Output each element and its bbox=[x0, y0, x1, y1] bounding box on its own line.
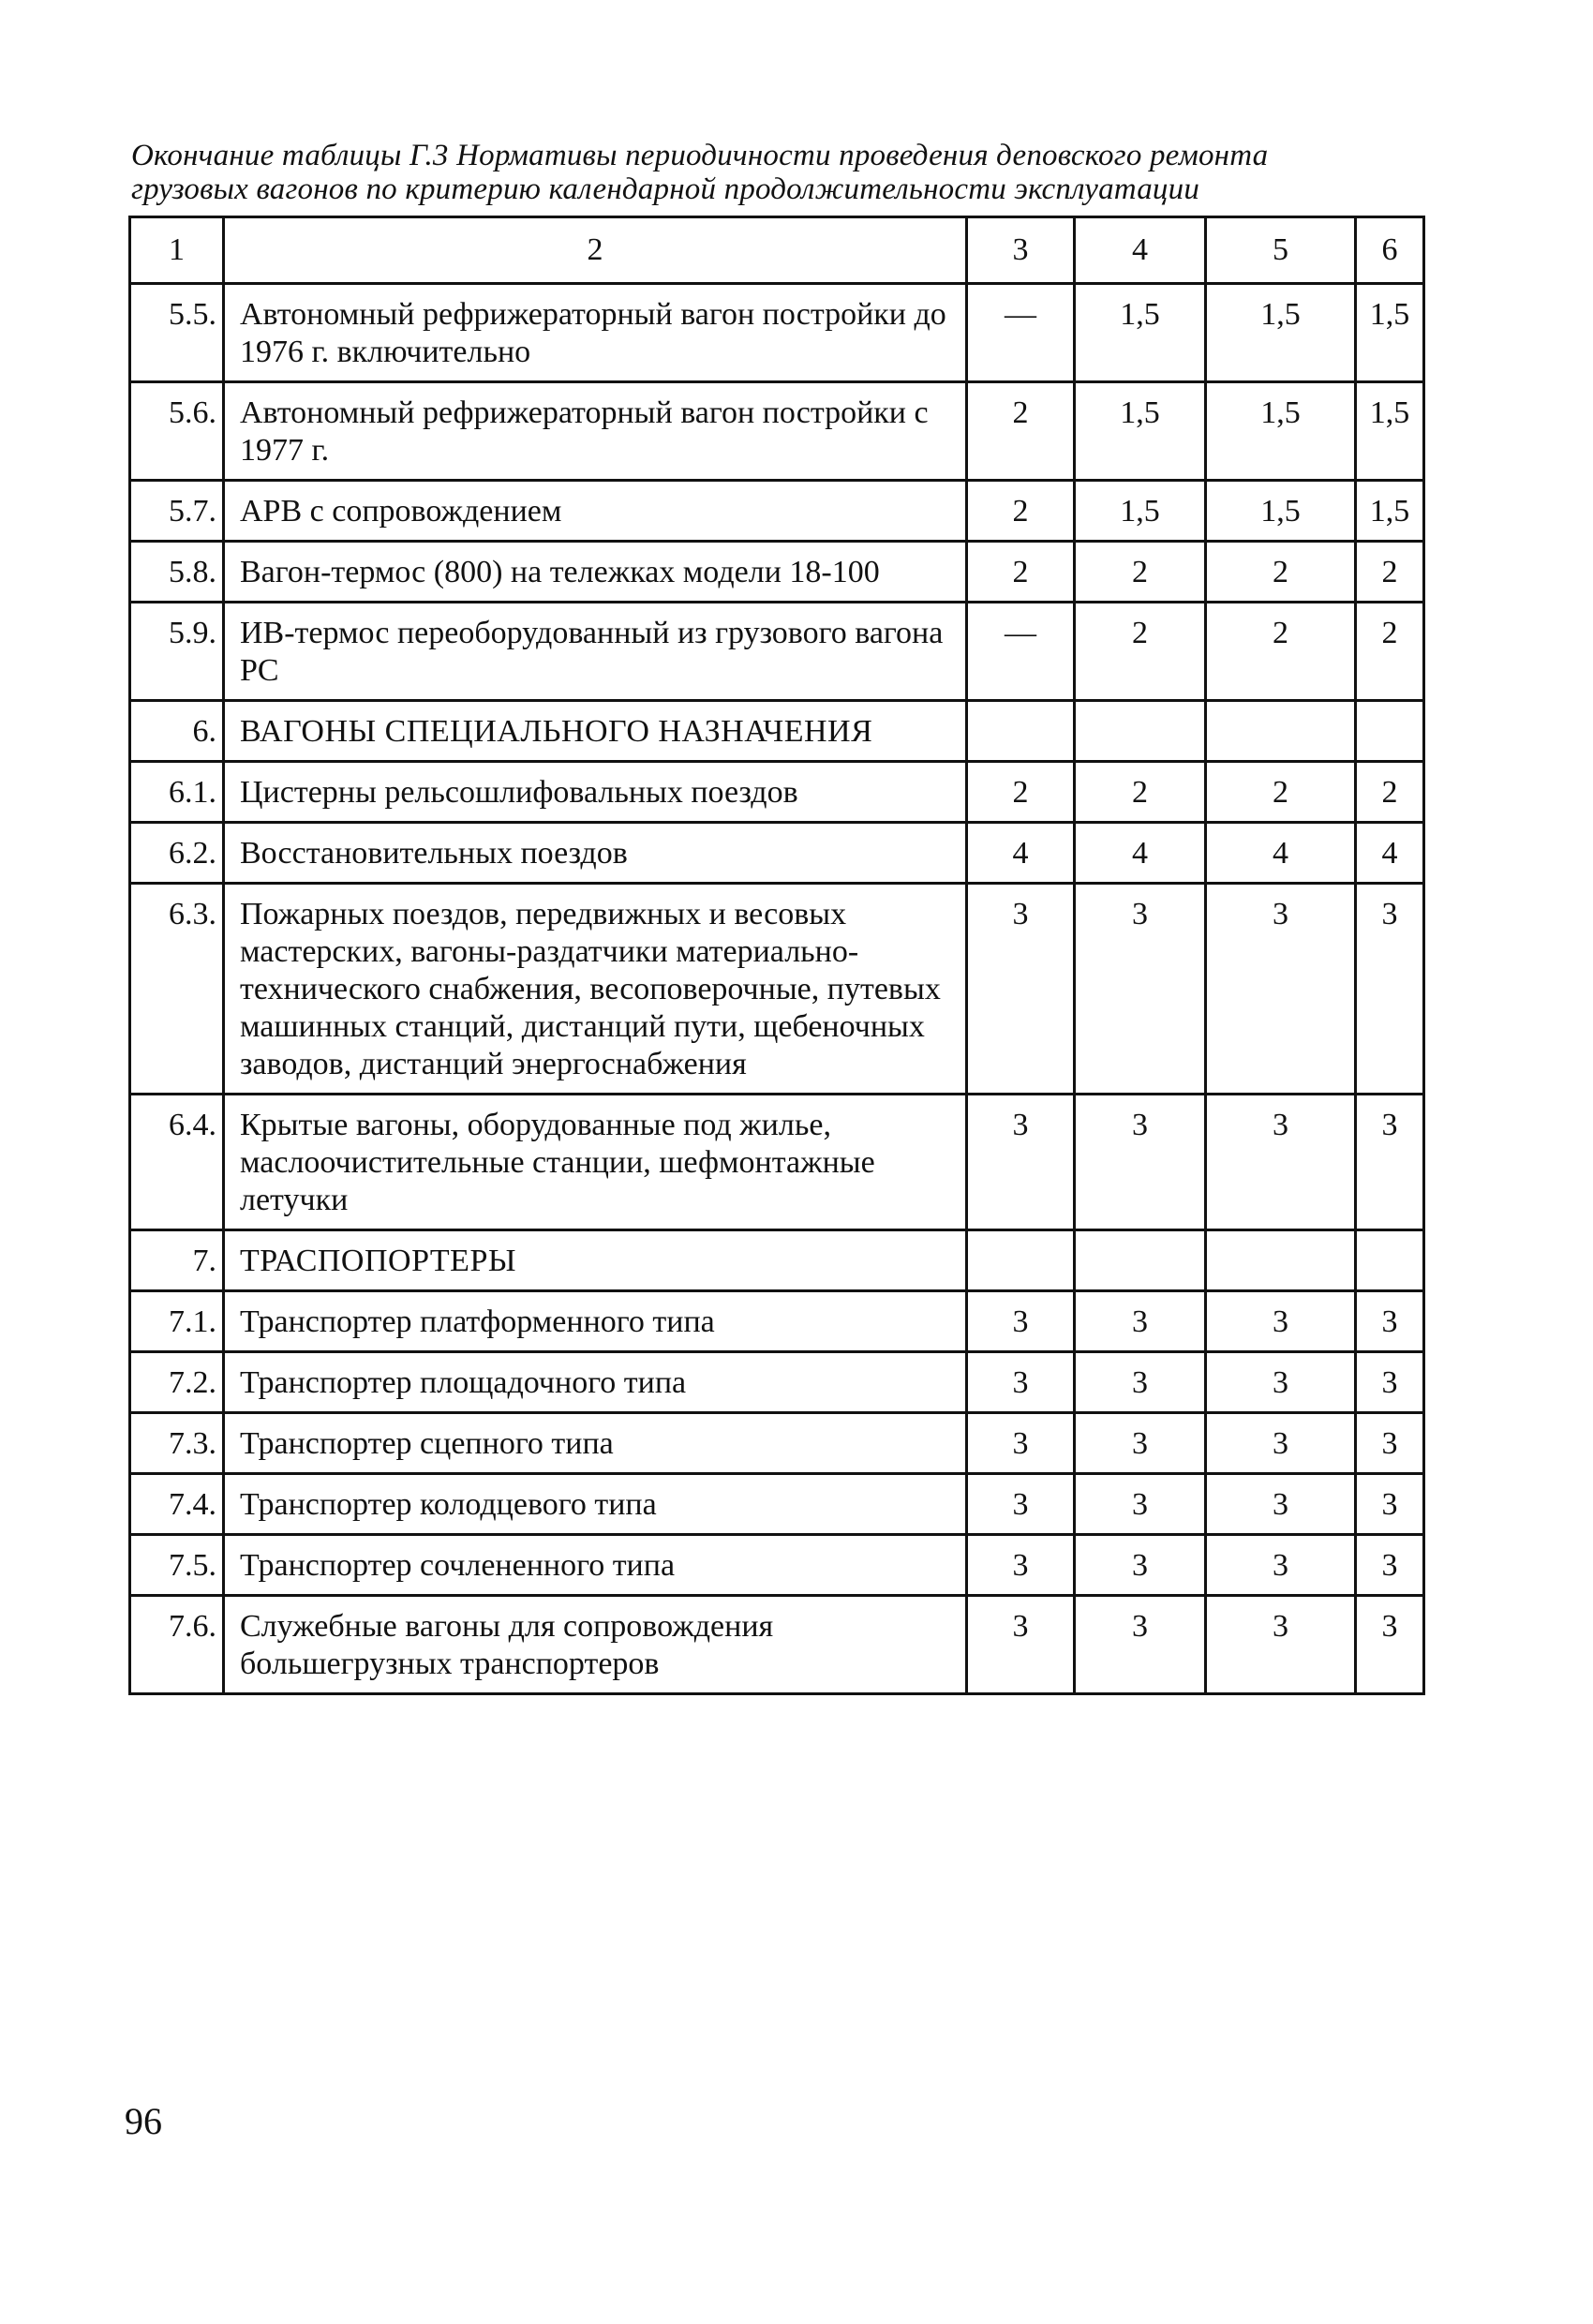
row-value-col4: 3 bbox=[1075, 1535, 1206, 1596]
table-row bbox=[130, 542, 1424, 603]
row-value-col4: 1,5 bbox=[1075, 284, 1206, 382]
row-value-col3: 2 bbox=[967, 481, 1075, 542]
row-value-col6 bbox=[1356, 701, 1424, 762]
row-number: 7.2. bbox=[130, 1352, 224, 1413]
row-value-col4 bbox=[1075, 701, 1206, 762]
row-value-col5: 3 bbox=[1206, 1352, 1356, 1413]
row-value-col3 bbox=[967, 701, 1075, 762]
norms-table bbox=[128, 216, 1425, 1695]
row-value-col4: 1,5 bbox=[1075, 382, 1206, 481]
row-value-col6: 3 bbox=[1356, 1352, 1424, 1413]
row-description: Транспортер колодцевого типа bbox=[224, 1474, 967, 1535]
header-cell-1: 1 bbox=[130, 217, 224, 284]
row-number: 6. bbox=[130, 701, 224, 762]
row-value-col4: 1,5 bbox=[1075, 481, 1206, 542]
table-row bbox=[130, 1535, 1424, 1596]
row-value-col6: 3 bbox=[1356, 1535, 1424, 1596]
row-description: Восстановительных поездов bbox=[224, 823, 967, 884]
row-value-col6: 3 bbox=[1356, 1474, 1424, 1535]
row-value-col3: 3 bbox=[967, 1291, 1075, 1352]
row-value-col6: 3 bbox=[1356, 1291, 1424, 1352]
row-value-col3: 3 bbox=[967, 1596, 1075, 1694]
table-row bbox=[130, 1352, 1424, 1413]
row-value-col6: 1,5 bbox=[1356, 284, 1424, 382]
row-value-col6 bbox=[1356, 1230, 1424, 1291]
caption-line-1: Окончание таблицы Г.3 Нормативы периодичности проведения деповского ремонта bbox=[131, 139, 1269, 172]
caption-line-2: грузовых вагонов по критерию календарной продолжительности эксплуатации bbox=[131, 172, 1200, 206]
row-value-col5: 3 bbox=[1206, 1596, 1356, 1694]
row-value-col5: 4 bbox=[1206, 823, 1356, 884]
section-title: ВАГОНЫ СПЕЦИАЛЬНОГО НАЗНАЧЕНИЯ bbox=[224, 701, 967, 762]
table-caption bbox=[131, 139, 1443, 206]
row-value-col4: 3 bbox=[1075, 1474, 1206, 1535]
row-description: Транспортер площадочного типа bbox=[224, 1352, 967, 1413]
row-value-col3: 3 bbox=[967, 1352, 1075, 1413]
row-number: 6.4. bbox=[130, 1095, 224, 1230]
table-section-row bbox=[130, 1230, 1424, 1291]
table-section-row bbox=[130, 701, 1424, 762]
row-value-col6: 2 bbox=[1356, 542, 1424, 603]
row-description: Транспортер сочлененного типа bbox=[224, 1535, 967, 1596]
row-value-col3: 4 bbox=[967, 823, 1075, 884]
row-value-col5: 3 bbox=[1206, 1474, 1356, 1535]
page-number: 96 bbox=[125, 2100, 162, 2142]
row-description: Крытые вагоны, оборудованные под жилье, маслоочистительные станции, шефмонтажные летучки bbox=[224, 1095, 967, 1230]
row-value-col4: 3 bbox=[1075, 1413, 1206, 1474]
table-row bbox=[130, 823, 1424, 884]
row-value-col5: 3 bbox=[1206, 1291, 1356, 1352]
row-value-col4: 3 bbox=[1075, 1352, 1206, 1413]
row-value-col4 bbox=[1075, 1230, 1206, 1291]
row-number: 5.9. bbox=[130, 603, 224, 701]
table-row bbox=[130, 1596, 1424, 1694]
row-value-col5: 3 bbox=[1206, 884, 1356, 1095]
row-value-col4: 3 bbox=[1075, 1596, 1206, 1694]
row-value-col5: 1,5 bbox=[1206, 481, 1356, 542]
row-description: Вагон-термос (800) на тележках модели 18-100 bbox=[224, 542, 967, 603]
table-row bbox=[130, 762, 1424, 823]
row-value-col6: 4 bbox=[1356, 823, 1424, 884]
row-value-col3: 3 bbox=[967, 1474, 1075, 1535]
row-value-col5: 1,5 bbox=[1206, 382, 1356, 481]
row-value-col3: — bbox=[967, 603, 1075, 701]
row-value-col5: 3 bbox=[1206, 1095, 1356, 1230]
row-number: 6.1. bbox=[130, 762, 224, 823]
row-number: 7.4. bbox=[130, 1474, 224, 1535]
table-row bbox=[130, 481, 1424, 542]
row-number: 7.1. bbox=[130, 1291, 224, 1352]
row-value-col4: 3 bbox=[1075, 884, 1206, 1095]
row-value-col5 bbox=[1206, 701, 1356, 762]
row-value-col6: 2 bbox=[1356, 762, 1424, 823]
row-description: Цистерны рельсошлифовальных поездов bbox=[224, 762, 967, 823]
row-value-col4: 3 bbox=[1075, 1095, 1206, 1230]
row-number: 5.6. bbox=[130, 382, 224, 481]
row-value-col5 bbox=[1206, 1230, 1356, 1291]
table-row bbox=[130, 1095, 1424, 1230]
header-cell-3: 3 bbox=[967, 217, 1075, 284]
row-value-col4: 4 bbox=[1075, 823, 1206, 884]
row-number: 7.6. bbox=[130, 1596, 224, 1694]
row-number: 7.5. bbox=[130, 1535, 224, 1596]
row-number: 7.3. bbox=[130, 1413, 224, 1474]
row-value-col5: 3 bbox=[1206, 1535, 1356, 1596]
row-number: 6.3. bbox=[130, 884, 224, 1095]
row-value-col6: 2 bbox=[1356, 603, 1424, 701]
row-number: 7. bbox=[130, 1230, 224, 1291]
table-row bbox=[130, 1474, 1424, 1535]
header-cell-2: 2 bbox=[224, 217, 967, 284]
row-value-col4: 2 bbox=[1075, 762, 1206, 823]
row-value-col5: 1,5 bbox=[1206, 284, 1356, 382]
header-cell-6: 6 bbox=[1356, 217, 1424, 284]
row-description: ИВ-термос переоборудованный из грузового вагона PC bbox=[224, 603, 967, 701]
row-description: Служебные вагоны для сопровождения большегрузных транспортеров bbox=[224, 1596, 967, 1694]
row-description: Транспортер сцепного типа bbox=[224, 1413, 967, 1474]
row-number: 5.8. bbox=[130, 542, 224, 603]
table-row bbox=[130, 1413, 1424, 1474]
row-value-col3: 3 bbox=[967, 1095, 1075, 1230]
row-value-col3: 3 bbox=[967, 1535, 1075, 1596]
row-value-col3: 2 bbox=[967, 762, 1075, 823]
row-value-col3: 3 bbox=[967, 884, 1075, 1095]
table-row bbox=[130, 603, 1424, 701]
row-value-col6: 1,5 bbox=[1356, 382, 1424, 481]
row-value-col3: — bbox=[967, 284, 1075, 382]
header-cell-4: 4 bbox=[1075, 217, 1206, 284]
row-value-col5: 2 bbox=[1206, 542, 1356, 603]
row-description: Транспортер платформенного типа bbox=[224, 1291, 967, 1352]
row-value-col6: 3 bbox=[1356, 1596, 1424, 1694]
row-number: 6.2. bbox=[130, 823, 224, 884]
section-title: ТРАСПОПОРТЕРЫ bbox=[224, 1230, 967, 1291]
row-value-col3: 2 bbox=[967, 382, 1075, 481]
row-number: 5.5. bbox=[130, 284, 224, 382]
table-row bbox=[130, 382, 1424, 481]
row-value-col5: 2 bbox=[1206, 603, 1356, 701]
row-number: 5.7. bbox=[130, 481, 224, 542]
row-value-col5: 2 bbox=[1206, 762, 1356, 823]
header-cell-5: 5 bbox=[1206, 217, 1356, 284]
table-row bbox=[130, 284, 1424, 382]
row-value-col5: 3 bbox=[1206, 1413, 1356, 1474]
row-description: Автономный рефрижераторный вагон постройки с 1977 г. bbox=[224, 382, 967, 481]
table-row bbox=[130, 1291, 1424, 1352]
row-value-col3: 2 bbox=[967, 542, 1075, 603]
row-value-col3 bbox=[967, 1230, 1075, 1291]
row-value-col4: 2 bbox=[1075, 542, 1206, 603]
row-value-col6: 1,5 bbox=[1356, 481, 1424, 542]
row-value-col3: 3 bbox=[967, 1413, 1075, 1474]
table-header-row bbox=[130, 217, 1424, 284]
row-value-col6: 3 bbox=[1356, 1095, 1424, 1230]
row-description: Пожарных поездов, передвижных и весовых мастерских, вагоны-раздатчики материально-технического снабжения, весоповерочные, путевых машинных станций, дистанций пути, щебеночных заводов, дистанций энергоснабжения bbox=[224, 884, 967, 1095]
row-value-col4: 2 bbox=[1075, 603, 1206, 701]
table-row bbox=[130, 884, 1424, 1095]
row-value-col6: 3 bbox=[1356, 884, 1424, 1095]
row-value-col4: 3 bbox=[1075, 1291, 1206, 1352]
row-value-col6: 3 bbox=[1356, 1413, 1424, 1474]
row-description: Автономный рефрижераторный вагон постройки до 1976 г. включительно bbox=[224, 284, 967, 382]
row-description: АРВ с сопровождением bbox=[224, 481, 967, 542]
